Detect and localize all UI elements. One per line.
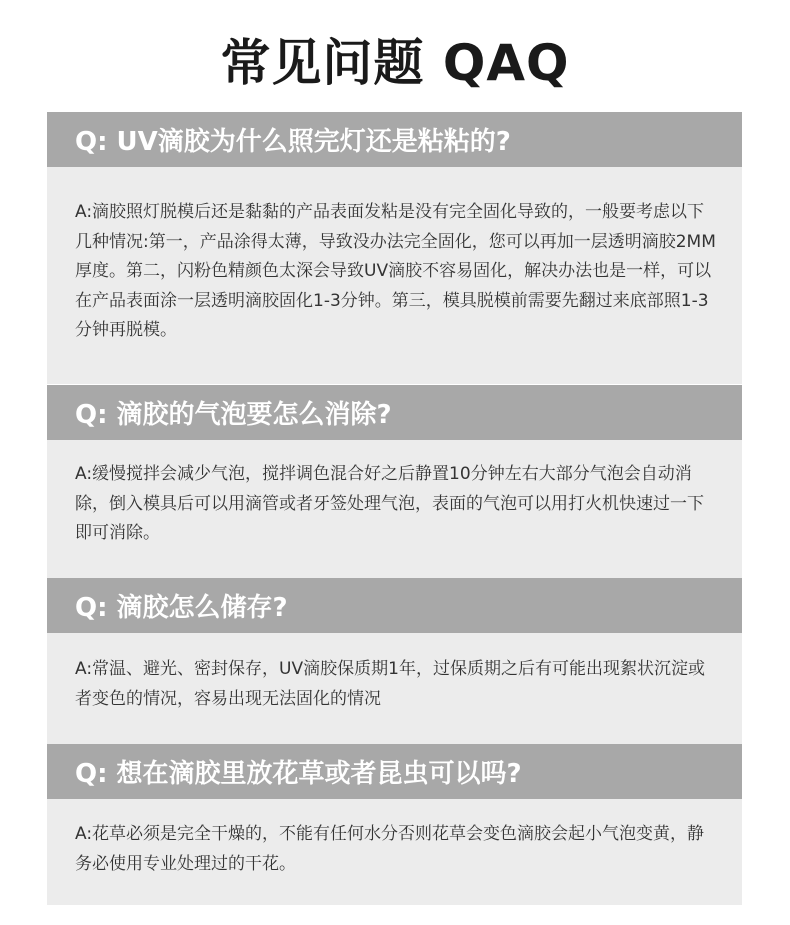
faq-item-uv-sticky (47, 112, 742, 384)
faq-answer: A:常温、避光、密封保存，UV滴胶保质期1年，过保质期之后有可能出现絮状沉淀或者变色的情况，容易出现无法固化的情况 (47, 633, 742, 744)
faq-question: Q: UV滴胶为什么照完灯还是粘粘的? (47, 112, 742, 167)
page-title: 常见问题 QAQ (220, 34, 570, 92)
faq-item-bubbles (47, 385, 742, 578)
faq-question: Q: 想在滴胶里放花草或者昆虫可以吗? (47, 744, 742, 799)
faq-answer: A:滴胶照灯脱模后还是黏黏的产品表面发粘是没有完全固化导致的，一般要考虑以下几种情况:第一，产品涂得太薄，导致没办法完全固化，您可以再加一层透明滴胶2MM厚度。第二，闪粉色精颜色太深会导致UV滴胶不容易固化，解决办法也是一样，可以在产品表面涂一层透明滴胶固化1-3分钟。第三，模具脱模前需要先翻过来底部照1-3分钟再脱模。 (47, 167, 742, 384)
faq-question: Q: 滴胶怎么储存? (47, 578, 742, 633)
faq-item-flowers (47, 744, 742, 905)
faq-answer: A:缓慢搅拌会减少气泡，搅拌调色混合好之后静置10分钟左右大部分气泡会自动消除，倒入模具后可以用滴管或者牙签处理气泡，表面的气泡可以用打火机快速过一下即可消除。 (47, 440, 742, 578)
faq-question: Q: 滴胶的气泡要怎么消除? (47, 385, 742, 440)
faq-answer: A:花草必须是完全干燥的，不能有任何水分否则花草会变色滴胶会起小气泡变黄，静务必使用专业处理过的干花。 (47, 799, 742, 905)
faq-item-storage (47, 578, 742, 744)
